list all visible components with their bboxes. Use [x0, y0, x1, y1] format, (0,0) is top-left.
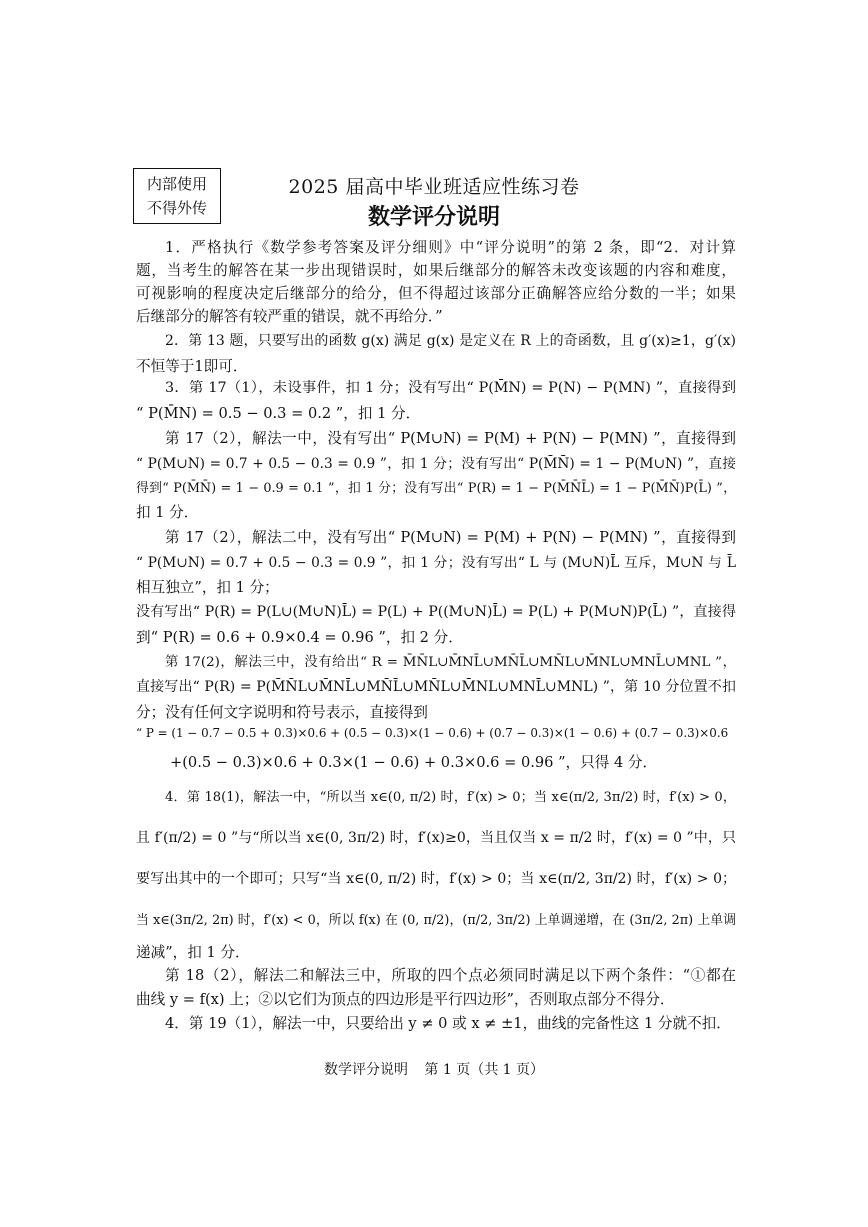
- body-line: 且 f′(π/2) = 0 ”与“所以当 x∈(0, 3π/2) 时，f′(x)≥0，当且仅当 x = π/2 时，f′(x) = 0 ”中，只: [136, 830, 736, 846]
- body-line: 第 17（2），解法二中，没有写出“ P(M∪N) = P(M) + P(N) − P(MN) ”，直接得到: [165, 529, 736, 546]
- body-line: 直接写出“ P(R) = P(M̄N̄L∪M̄NL̄∪MN̄L̄∪MN̄L∪M̄NL∪MNL̄∪MNL) ”，第 10 分位置不扣: [136, 679, 736, 695]
- body-line: 3．第 17（1），未设事件，扣 1 分；没有写出“ P(M̄N) = P(N) − P(MN) ”，直接得到: [165, 380, 736, 396]
- body-line: 要写出其中的一个即可；只写“当 x∈(0, π/2) 时，f′(x) > 0；当 x∈(π/2, 3π/2) 时，f′(x) > 0；: [136, 871, 736, 887]
- body-line: 第 17(2)，解法三中，没有给出“ R = M̄N̄L∪M̄NL̄∪MN̄L̄∪MN̄L∪M̄NL∪MNL̄∪MNL ”，: [165, 655, 736, 670]
- stamp-line-2: 不得外传: [146, 199, 207, 217]
- body-line: 没有写出“ P(R) = P(L∪(M∪N)L̄) = P(L) + P((M∪N)L̄) = P(L) + P(M∪N)P(L̄) ”，直接得: [136, 604, 736, 620]
- body-line: 递减”，扣 1 分．: [136, 944, 250, 961]
- document-title: 数学评分说明: [367, 205, 500, 230]
- body-line: 不恒等于1即可．: [136, 358, 248, 375]
- body-line: 得到“ P(M̄N̄) = 1 − 0.9 = 0.1 ”，扣 1 分；没有写出“ P(R) = 1 − P(M̄N̄L̄) = 1 − P(M̄N̄)P(L̄) ”，: [136, 481, 736, 496]
- footer-page-number: 第 1 页（共 1 页）: [424, 1062, 545, 1078]
- body-line: +(0.5 − 0.3)×0.6 + 0.3×(1 − 0.6) + 0.3×0.6 = 0.96 ”，只得 4 分．: [170, 754, 658, 771]
- body-line: 2．第 13 题，只要写出的函数 g(x) 满足 g(x) 是定义在 R 上的奇函数，且 g′(x)≥1，g′(x): [165, 333, 736, 349]
- body-line: “ P(M∪N) = 0.7 + 0.5 − 0.3 = 0.9 ”，扣 1 分；没有写出“ L 与 (M∪N)L̄ 互斥，M∪N 与 L̄: [136, 555, 736, 571]
- body-line: 扣 1 分．: [136, 504, 199, 521]
- body-line: “ P = (1 − 0.7 − 0.5 + 0.3)×0.6 + (0.5 − 0.3)×(1 − 0.6) + (0.7 − 0.3)×(1 − 0.6) + (0.7 − 0.3)×0.6: [136, 726, 729, 740]
- body-line: “ P(M̄N) = 0.5 − 0.3 = 0.2 ”，扣 1 分．: [136, 405, 421, 422]
- body-line: 题，当考生的解答在某一步出现错误时，如果后继部分的解答未改变该题的内容和难度，: [136, 262, 736, 279]
- exam-title: 2025 届高中毕业班适应性练习卷: [288, 176, 580, 198]
- body-line: 到“ P(R) = 0.6 + 0.9×0.4 = 0.96 ”，扣 2 分．: [136, 629, 463, 646]
- footer-doc-name: 数学评分说明: [323, 1062, 408, 1078]
- body-line: 曲线 y = f(x) 上；②以它们为顶点的四边形是平行四边形”，否则取点部分不得分．: [136, 991, 675, 1008]
- stamp-line-1: 内部使用: [146, 175, 207, 193]
- body-line: 第 17（2），解法一中，没有写出“ P(M∪N) = P(M) + P(N) − P(MN) ”，直接得到: [165, 430, 736, 447]
- body-line: 分；没有任何文字说明和符号表示，直接得到: [136, 704, 428, 721]
- body-line: 4．第 19（1），解法一中，只要给出 y ≠ 0 或 x ≠ ±1，曲线的完备性这 1 分就不扣．: [165, 1015, 731, 1032]
- page-footer: [0, 1059, 868, 1079]
- body-line: 可视影响的程度决定后继部分的给分，但不得超过该部分正确解答应给分数的一半；如果: [136, 285, 736, 302]
- body-line: 4．第 18(1)，解法一中，“所以当 x∈(0, π/2) 时，f′(x) > 0；当 x∈(π/2, 3π/2) 时，f′(x) > 0，: [165, 790, 736, 805]
- body-line: 相互独立”，扣 1 分；: [136, 579, 279, 596]
- body-line: 当 x∈(3π/2, 2π) 时，f′(x) < 0，所以 f(x) 在 (0, π/2)，(π/2, 3π/2) 上单调递增，在 (3π/2, 2π) 上单调: [136, 913, 736, 928]
- body-line: “ P(M∪N) = 0.7 + 0.5 − 0.3 = 0.9 ”，扣 1 分；没有写出“ P(M̄N̄) = 1 − P(M∪N) ”，直接: [136, 456, 736, 472]
- body-line: 后继部分的解答有较严重的错误，就不再给分．”: [136, 308, 443, 325]
- body-line: 第 18（2），解法二和解法三中，所取的四个点必须同时满足以下两个条件：“①都在: [165, 967, 736, 984]
- body-line: 1．严格执行《数学参考答案及评分细则》中“评分说明”的第 2 条，即“2．对计算: [165, 239, 736, 256]
